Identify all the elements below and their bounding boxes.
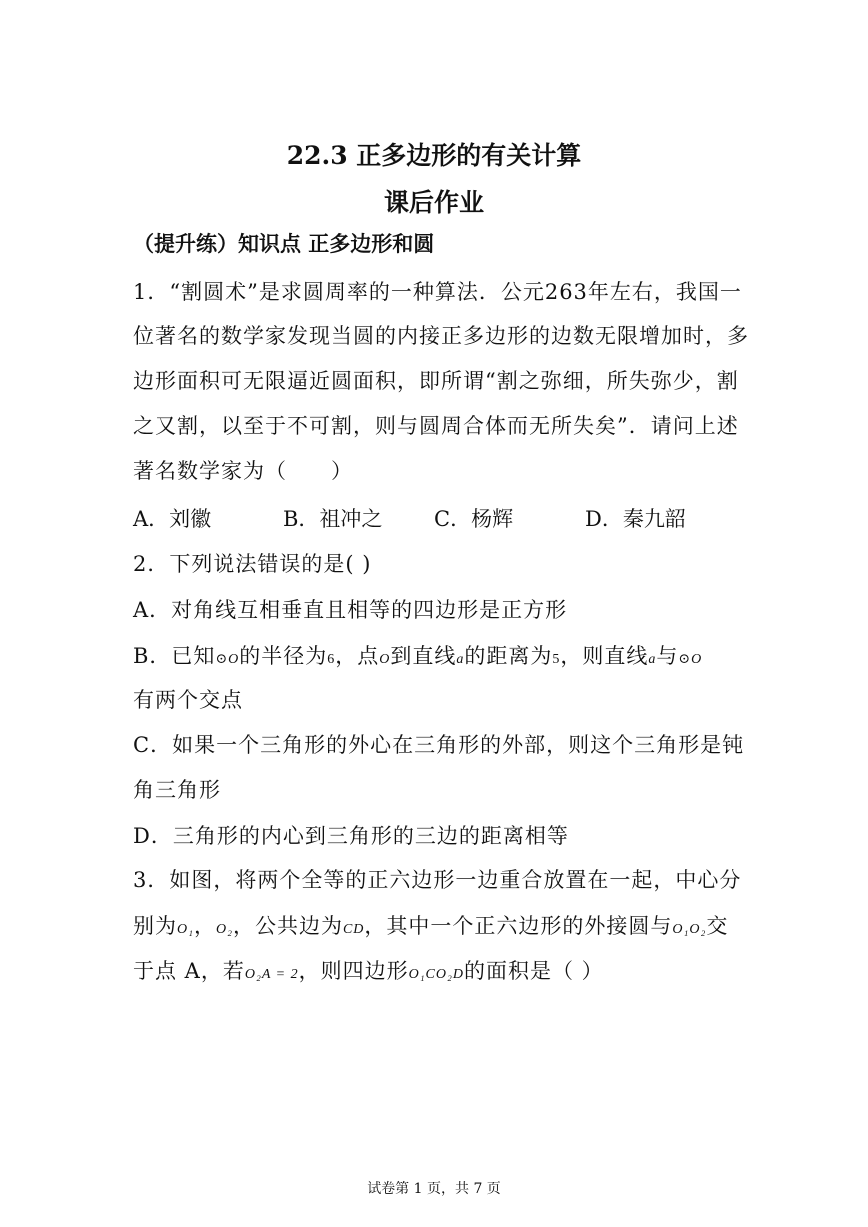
q1-option-c: C．杨辉: [434, 507, 514, 531]
math-6: 6: [327, 652, 336, 667]
q1-line-5: 著名数学家为（ ）: [133, 459, 353, 483]
q1-option-b: B．祖冲之: [283, 507, 383, 531]
q3-line-1: 3．如图，将两个全等的正六边形一边重合放置在一起，中心分: [133, 868, 742, 892]
section-heading: （提升练）知识点 正多边形和圆: [133, 231, 435, 256]
q1-option-d: D．秦九韶: [585, 507, 686, 531]
q1-line-3: 边形面积可无限逼近圆面积，即所谓“割之弥细，所失弥少，割: [133, 369, 739, 393]
math-o1o2: O₁O₂: [672, 922, 707, 937]
math-a: a: [456, 652, 465, 667]
q2-option-c-line-1: C．如果一个三角形的外心在三角形的外部，则这个三角形是钝: [133, 733, 745, 757]
q2-option-b-line-2: 有两个交点: [133, 688, 243, 712]
math-o1: O₁: [177, 922, 194, 937]
q2-stem: 2．下列说法错误的是( ): [133, 552, 372, 576]
math-a-2: a: [648, 652, 657, 667]
q1-line-1: 1．“割圆术”是求圆周率的一种算法．公元263年左右，我国一: [133, 280, 742, 304]
q1-line-2: 位著名的数学家发现当圆的内接正多边形的边数无限增加时，多: [133, 324, 749, 348]
q1-option-a: A．刘徽: [133, 507, 212, 531]
q1-line-4: 之又割，以至于不可割，则与圆周合体而无所失矣”．请问上述: [133, 414, 739, 438]
page-subtitle: 课后作业: [383, 188, 484, 217]
math-o2: O₂: [215, 922, 233, 937]
math-circle-o: ⊙O: [215, 652, 240, 667]
q3-line-3: 于点 A，若O₂A = 2，则四边形O₁CO₂D的面积是（ ）: [133, 959, 604, 983]
math-5: 5: [552, 652, 561, 667]
q2-option-b-line-1: B．已知⊙O的半径为6，点O到直线a的距离为5，则直线a与⊙O: [133, 644, 703, 668]
math-cd: CD: [342, 922, 365, 937]
math-o2a-eq-2: O₂A = 2: [244, 967, 299, 982]
math-circle-o-2: ⊙O: [678, 652, 703, 667]
math-o1co2d: O₁CO₂D: [408, 967, 464, 982]
page-title: 22.3 正多边形的有关计算: [286, 141, 582, 170]
q2-option-d: D．三角形的内心到三角形的三边的距离相等: [133, 824, 569, 848]
page-footer: 试卷第 1 页，共 7 页: [367, 1181, 501, 1197]
q3-line-2: 别为O₁，O₂，公共边为CD，其中一个正六边形的外接圆与O₁O₂交: [133, 914, 729, 938]
math-o: O: [379, 652, 391, 667]
q2-option-c-line-2: 角三角形: [133, 778, 221, 802]
q2-option-a: A．对角线互相垂直且相等的四边形是正方形: [133, 598, 568, 622]
